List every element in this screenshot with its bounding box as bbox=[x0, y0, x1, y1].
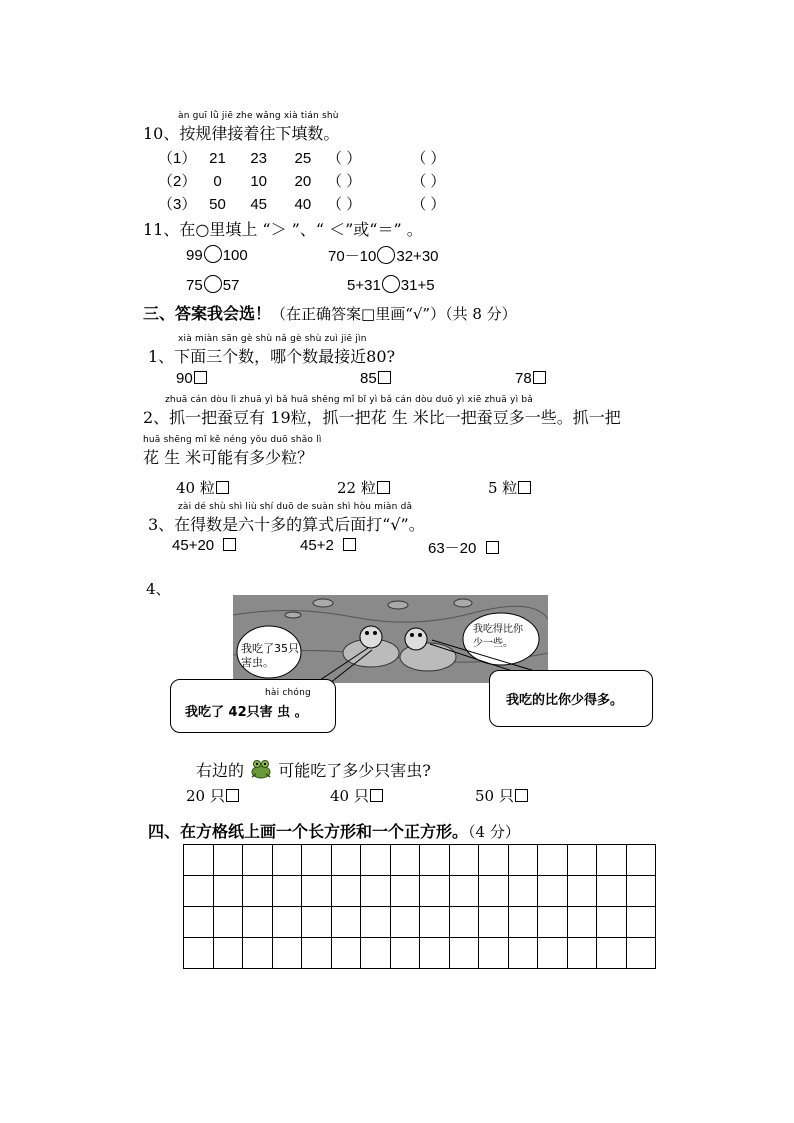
grid-cell[interactable] bbox=[567, 907, 597, 938]
grid-cell[interactable] bbox=[213, 876, 243, 907]
grid-cell[interactable] bbox=[538, 845, 568, 876]
grid-cell[interactable] bbox=[243, 845, 273, 876]
grid-cell[interactable] bbox=[243, 938, 273, 969]
grid-cell[interactable] bbox=[361, 845, 391, 876]
frog-right-caption: 我吃得比你少一些。 bbox=[473, 624, 523, 649]
s3q1-text: 1、下面三个数，哪个数最接近80? bbox=[148, 347, 396, 366]
speech-bubble-right bbox=[489, 670, 653, 727]
option-label: 50 只 bbox=[475, 787, 514, 805]
grid-row bbox=[184, 876, 656, 907]
section-title: 三、答案我会选！ bbox=[143, 304, 272, 323]
left-operand: 75 bbox=[186, 277, 203, 294]
grid-cell[interactable] bbox=[302, 907, 332, 938]
answer-blank[interactable]: （ ） bbox=[411, 150, 446, 167]
grid-cell[interactable] bbox=[243, 907, 273, 938]
right-operand: 32+30 bbox=[396, 248, 439, 265]
left-operand: 70－10 bbox=[328, 248, 377, 265]
left-operand: 99 bbox=[186, 247, 203, 264]
bubble-left-text: 我吃了 42只害 虫 。 bbox=[185, 705, 308, 720]
grid-cell[interactable] bbox=[538, 907, 568, 938]
option-label: 5 粒 bbox=[488, 479, 518, 497]
grid-cell[interactable] bbox=[302, 938, 332, 969]
s3q3-text: 3、在得数是六十多的算式后面打“√”。 bbox=[148, 515, 425, 534]
grid-row bbox=[184, 907, 656, 938]
grid-cell[interactable] bbox=[390, 876, 420, 907]
grid-cell[interactable] bbox=[420, 907, 450, 938]
answer-blank[interactable]: （ ） bbox=[327, 150, 362, 167]
bubble-left-pinyin: hài chóng bbox=[265, 688, 311, 698]
option-label: 45+2 bbox=[300, 537, 334, 554]
right-operand: 31+5 bbox=[400, 277, 435, 294]
sequence-value: 45 bbox=[250, 196, 268, 213]
grid-cell[interactable] bbox=[449, 845, 479, 876]
sequence-value: 25 bbox=[294, 150, 312, 167]
grid-cell[interactable] bbox=[184, 845, 214, 876]
grid-cell[interactable] bbox=[626, 845, 656, 876]
grid-cell[interactable] bbox=[626, 907, 656, 938]
grid-cell[interactable] bbox=[597, 876, 627, 907]
option[interactable] bbox=[186, 785, 239, 806]
grid-cell[interactable] bbox=[508, 938, 538, 969]
grid-cell[interactable] bbox=[449, 938, 479, 969]
s3q2-text-2: 花 生 米可能有多少粒？ bbox=[143, 448, 314, 467]
grid-cell[interactable] bbox=[243, 876, 273, 907]
frog-icon bbox=[249, 758, 273, 780]
answer-blank[interactable]: （ ） bbox=[411, 173, 446, 190]
grid-cell[interactable] bbox=[538, 938, 568, 969]
grid-cell[interactable] bbox=[184, 907, 214, 938]
answer-blank[interactable]: （ ） bbox=[411, 196, 446, 213]
grid-row bbox=[184, 938, 656, 969]
option[interactable] bbox=[330, 785, 383, 806]
grid-cell[interactable] bbox=[567, 938, 597, 969]
grid-cell[interactable] bbox=[184, 938, 214, 969]
option-label: 78 bbox=[515, 370, 532, 387]
sequence-value: 40 bbox=[294, 196, 312, 213]
grid-cell[interactable] bbox=[390, 938, 420, 969]
section-score: （4 分） bbox=[468, 823, 520, 841]
option-label: 22 粒 bbox=[337, 479, 376, 497]
sequence-value: 23 bbox=[250, 150, 268, 167]
option-label: 40 只 bbox=[330, 787, 369, 805]
grid-cell[interactable] bbox=[361, 938, 391, 969]
sequence-value: 21 bbox=[209, 150, 226, 167]
grid-cell[interactable] bbox=[597, 907, 627, 938]
answer-blank[interactable]: （ ） bbox=[327, 196, 362, 213]
sequence-value: 10 bbox=[250, 173, 268, 190]
option-label: 40 粒 bbox=[176, 479, 215, 497]
section4-heading bbox=[148, 819, 520, 842]
grid-cell[interactable] bbox=[567, 845, 597, 876]
right-operand: 57 bbox=[222, 277, 240, 294]
option-label: 63－20 bbox=[428, 540, 477, 557]
left-operand: 5+31 bbox=[347, 277, 381, 294]
grid-cell[interactable] bbox=[302, 876, 332, 907]
grid-cell[interactable] bbox=[361, 907, 391, 938]
grid-cell[interactable] bbox=[331, 907, 361, 938]
row-label: （1） bbox=[158, 150, 197, 167]
q10-title: 10、按规律接着往下填数。 bbox=[143, 124, 340, 143]
option[interactable] bbox=[475, 785, 528, 806]
checkbox[interactable] bbox=[515, 789, 528, 802]
frog-left-caption: 我吃了35只害虫。 bbox=[241, 642, 299, 669]
section-title: 四、在方格纸上画一个长方形和一个正方形。 bbox=[148, 822, 469, 841]
grid-cell[interactable] bbox=[272, 845, 302, 876]
grid-cell[interactable] bbox=[272, 876, 302, 907]
grid-cell[interactable] bbox=[449, 876, 479, 907]
grid-cell[interactable] bbox=[420, 876, 450, 907]
grid-cell[interactable] bbox=[331, 876, 361, 907]
grid-cell[interactable] bbox=[626, 876, 656, 907]
option-label: 45+20 bbox=[172, 537, 215, 554]
option-label: 90 bbox=[176, 370, 193, 387]
checkbox[interactable] bbox=[370, 789, 383, 802]
grid-cell[interactable] bbox=[508, 907, 538, 938]
grid-cell[interactable] bbox=[597, 845, 627, 876]
grid-cell[interactable] bbox=[390, 845, 420, 876]
q10-pinyin: àn guī lǜ jiē zhe wǎng xià tián shù bbox=[178, 111, 339, 121]
question-suffix: 可能吃了多少只害虫? bbox=[278, 761, 431, 780]
right-operand: 100 bbox=[222, 247, 248, 264]
grid-cell[interactable] bbox=[420, 938, 450, 969]
grid-cell[interactable] bbox=[272, 907, 302, 938]
grid-cell[interactable] bbox=[272, 938, 302, 969]
q11-title: 11、在○里填上 “＞ ”、“ ＜”或“＝” 。 bbox=[143, 220, 423, 239]
drawing-grid[interactable] bbox=[183, 844, 656, 969]
speech-bubble-left bbox=[170, 679, 336, 733]
grid-cell[interactable] bbox=[597, 938, 627, 969]
s3q3-pinyin: zài dé shù shì liù shí duō de suàn shì hòu miàn dǎ bbox=[178, 502, 413, 512]
grid-cell[interactable] bbox=[184, 876, 214, 907]
s3q1-pinyin: xià miàn sān gè shù nǎ gè shù zuì jiē jìn bbox=[178, 334, 367, 344]
sequence-value: 50 bbox=[209, 196, 226, 213]
grid-cell[interactable] bbox=[479, 845, 509, 876]
s3q2-text-1: 2、抓一把蚕豆有 19粒，抓一把花 生 米比一把蚕豆多一些。抓一把 bbox=[143, 408, 621, 427]
grid-cell[interactable] bbox=[449, 907, 479, 938]
grid-cell[interactable] bbox=[626, 938, 656, 969]
sequence-value: 20 bbox=[294, 173, 312, 190]
s3q4-label: 4、 bbox=[146, 580, 171, 598]
section-note: （在正确答案□里画“√”）（共 8 分） bbox=[271, 305, 517, 323]
grid-cell[interactable] bbox=[361, 876, 391, 907]
grid-cell[interactable] bbox=[479, 876, 509, 907]
option-label: 85 bbox=[360, 370, 377, 387]
grid-cell[interactable] bbox=[538, 876, 568, 907]
grid-cell[interactable] bbox=[390, 907, 420, 938]
s3q4-question bbox=[196, 758, 431, 781]
grid-cell[interactable] bbox=[420, 845, 450, 876]
grid-row bbox=[184, 845, 656, 876]
option-label: 20 只 bbox=[186, 787, 225, 805]
grid-cell[interactable] bbox=[331, 845, 361, 876]
grid-cell[interactable] bbox=[479, 938, 509, 969]
grid-cell[interactable] bbox=[213, 845, 243, 876]
bubble-right-text: 我吃的比你少得多。 bbox=[506, 693, 624, 708]
sequence-value: 0 bbox=[213, 173, 222, 190]
grid-cell[interactable] bbox=[508, 845, 538, 876]
grid-cell[interactable] bbox=[567, 876, 597, 907]
grid-cell[interactable] bbox=[508, 876, 538, 907]
row-label: （3） bbox=[158, 196, 197, 213]
grid-cell[interactable] bbox=[213, 907, 243, 938]
question-prefix: 右边的 bbox=[196, 761, 245, 780]
grid-cell[interactable] bbox=[479, 907, 509, 938]
s3q2-pinyin-2: huā shēng mǐ kě néng yǒu duō shǎo lì bbox=[143, 435, 322, 445]
grid-cell[interactable] bbox=[331, 938, 361, 969]
row-label: （2） bbox=[158, 173, 197, 190]
grid-cell[interactable] bbox=[213, 938, 243, 969]
answer-blank[interactable]: （ ） bbox=[327, 173, 362, 190]
grid-cell[interactable] bbox=[302, 845, 332, 876]
checkbox[interactable] bbox=[226, 789, 239, 802]
s3q2-pinyin-1: zhuā cán dòu lì zhuā yì bǎ huā shēng mǐ bǐ yì bǎ cán dòu duō yì xiē zhuā yì bǎ bbox=[165, 395, 533, 405]
